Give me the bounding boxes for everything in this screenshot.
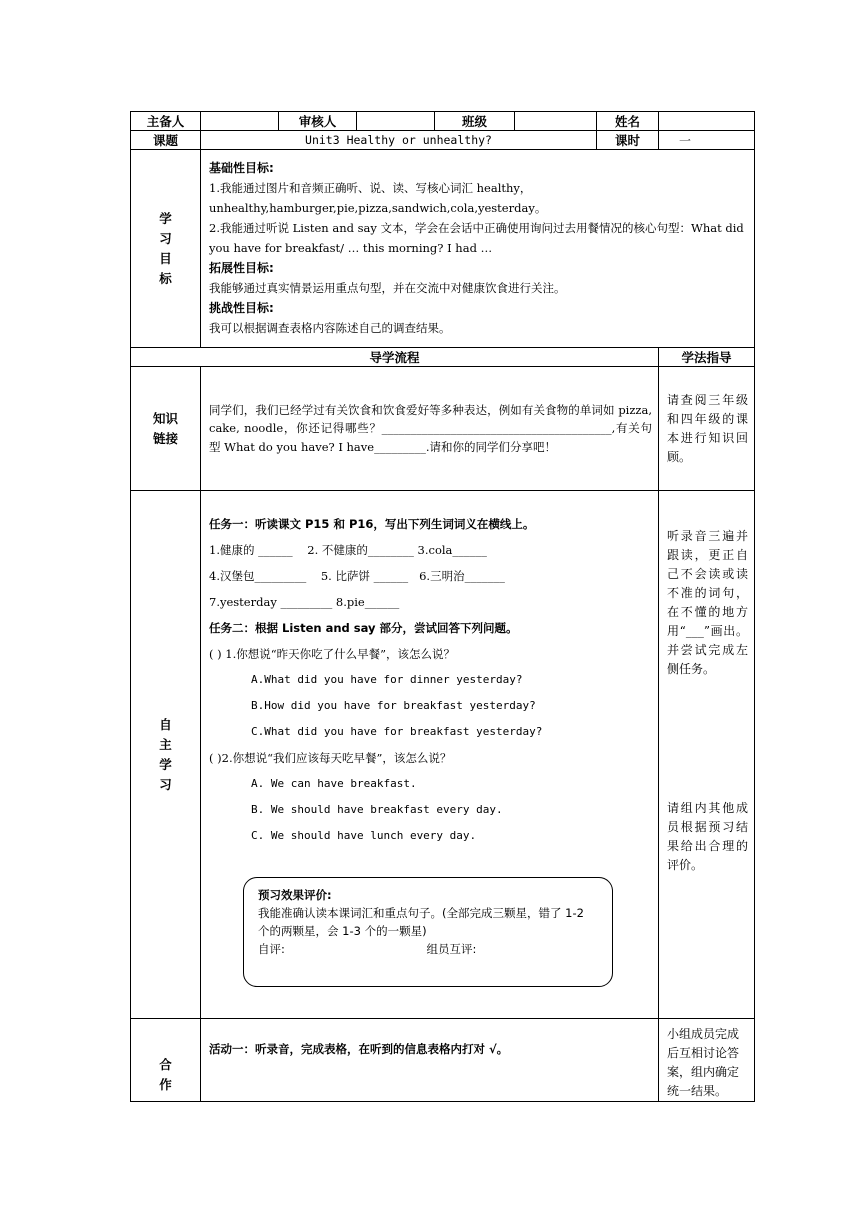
vocab-row-3[interactable]: 7.yesterday _________ 8.pie______ <box>209 595 400 609</box>
cooperate-content <box>201 1019 659 1102</box>
question-1[interactable]: ( ) 1.你想说“昨天你吃了什么早餐”，该怎么说？ <box>209 647 456 661</box>
section-head-row <box>131 348 755 367</box>
basic-goal-title: 基础性目标: <box>209 161 274 175</box>
knowledge-guide: 请查阅三年级和四年级的课本进行知识回顾。 <box>659 367 755 491</box>
cooperate-row <box>131 1019 755 1102</box>
challenge-goal-title: 挑战性目标: <box>209 301 274 315</box>
evaluation-text: 我能准确认读本课词汇和重点句子。(全部完成三颗星，错了 1-2 个的两颗星，会 1-3 个的一颗星) <box>258 906 584 938</box>
class-label: 班级 <box>435 112 515 131</box>
basic-goal-2: 2.我能通过听说 Listen and say 文本，学会在会话中正确使用询问过去用餐情况的核心句型：What did you have for breakfast/ … this morning? I had … <box>209 221 744 255</box>
header-row <box>131 112 755 131</box>
activity-1: 活动一：听录音，完成表格，在听到的信息表格内打对 √。 <box>209 1042 509 1056</box>
evaluation-scores <box>258 940 598 958</box>
class-value[interactable] <box>515 112 597 131</box>
guide-heading: 学法指导 <box>659 348 755 367</box>
knowledge-label: 知识 链接 <box>131 367 201 491</box>
question-1-option-b: B.How did you have for breakfast yesterday? <box>251 699 536 712</box>
self-study-guide <box>659 491 755 1019</box>
flow-heading: 导学流程 <box>131 348 659 367</box>
goals-content <box>201 150 755 348</box>
cooperate-guide: 小组成员完成后互相讨论答案，组内确定统一结果。 <box>659 1019 755 1102</box>
topic-value: Unit3 Healthy or unhealthy? <box>201 131 597 150</box>
period-value: 一 <box>659 131 755 150</box>
basic-goal-1: 1.我能通过图片和音频正确听、说、读、写核心词汇 healthy，unhealthy,hamburger,pie,pizza,sandwich,cola,yesterday。 <box>209 181 547 215</box>
self-score-label[interactable]: 自评: <box>258 942 285 956</box>
challenge-goal-1: 我可以根据调查表格内容陈述自己的调查结果。 <box>209 321 451 335</box>
goals-row <box>131 150 755 348</box>
self-study-guide-1: 听录音三遍并跟读，更正自己不会读或读不准的词句，在不懂的地方用“___”画出。并尝试完成左侧任务。 <box>667 529 748 676</box>
task-2: 任务二：根据 Listen and say 部分，尝试回答下列问题。 <box>209 621 518 635</box>
peer-score-label[interactable]: 组员互评: <box>426 942 477 956</box>
name-value[interactable] <box>659 112 755 131</box>
reviewer-value[interactable] <box>357 112 435 131</box>
preparer-value[interactable] <box>201 112 279 131</box>
question-2-option-c: C. We should have lunch every day. <box>251 829 477 842</box>
knowledge-text: 同学们，我们已经学过有关饮食和饮食爱好等多种表达，例如有关食物的单词如 pizza, cake, noodle，你还记得哪些？________________________________________,有关句型 What do you have? I have_________.请和你的同学们分享吧！ <box>201 367 659 491</box>
self-study-content <box>201 491 659 1019</box>
extension-goal-title: 拓展性目标: <box>209 261 274 275</box>
vocab-row-1[interactable]: 1.健康的 ______ 2. 不健康的________ 3.cola______ <box>209 543 487 557</box>
evaluation-title: 预习效果评价: <box>258 888 332 902</box>
title-row <box>131 131 755 150</box>
self-study-guide-2: 请组内其他成员根据预习结果给出合理的评价。 <box>667 801 748 872</box>
self-evaluation-box <box>243 877 613 987</box>
question-1-option-a: A.What did you have for dinner yesterday? <box>251 673 523 686</box>
period-label: 课时 <box>597 131 659 150</box>
vocab-row-2[interactable]: 4.汉堡包_________ 5. 比萨饼 ______ 6.三明治_______ <box>209 569 505 583</box>
topic-label: 课题 <box>131 131 201 150</box>
question-2-option-a: A. We can have breakfast. <box>251 777 417 790</box>
reviewer-label: 审核人 <box>279 112 357 131</box>
question-1-option-c: C.What did you have for breakfast yesterday? <box>251 725 543 738</box>
question-2-option-b: B. We should have breakfast every day. <box>251 803 503 816</box>
lesson-plan-table <box>130 111 755 1102</box>
question-2[interactable]: ( )2.你想说“我们应该每天吃早餐”，该怎么说？ <box>209 751 452 765</box>
extension-goal-1: 我能够通过真实情景运用重点句型，并在交流中对健康饮食进行关注。 <box>209 281 566 295</box>
task-1: 任务一：听读课文 P15 和 P16，写出下列生词词义在横线上。 <box>209 517 535 531</box>
name-label: 姓名 <box>597 112 659 131</box>
self-study-label: 自 主 学 习 <box>131 491 201 1019</box>
knowledge-row <box>131 367 755 491</box>
preparer-label: 主备人 <box>131 112 201 131</box>
goals-label: 学 习 目 标 <box>131 150 201 348</box>
self-study-row <box>131 491 755 1019</box>
cooperate-label: 合 作 <box>131 1019 201 1102</box>
